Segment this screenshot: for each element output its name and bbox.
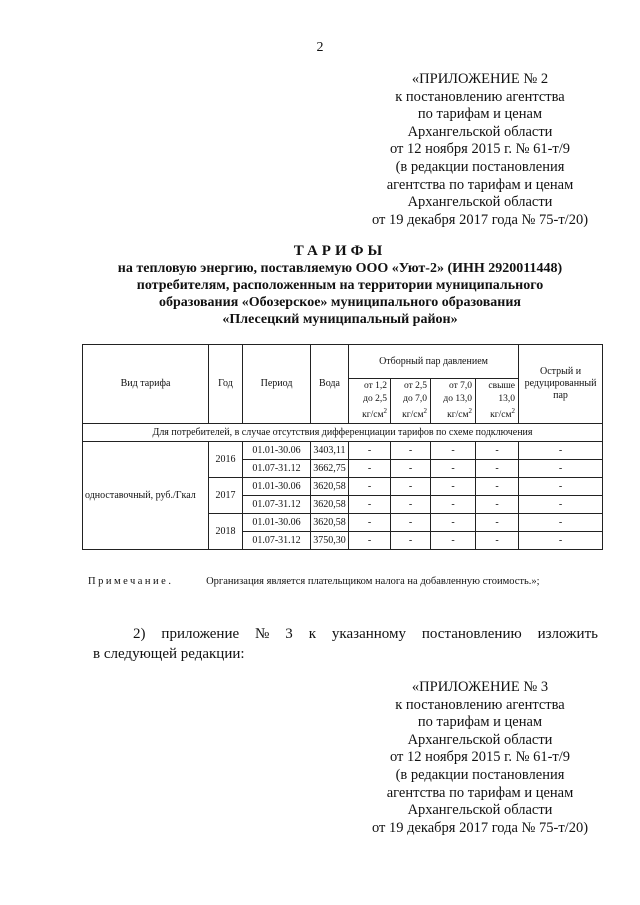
year-cell: 2018 — [209, 514, 243, 550]
paragraph-word: 3 — [285, 626, 293, 642]
water-cell: 3620,58 — [311, 514, 349, 532]
appendix-line: Архангельской области — [407, 194, 553, 211]
appendix-line: Архангельской области — [407, 123, 553, 140]
paragraph-word: постановлению — [421, 626, 522, 642]
amendment-paragraph — [93, 624, 598, 664]
appendix-line: к постановлению агентства — [395, 88, 565, 105]
water-cell: 3403,11 — [311, 442, 349, 460]
dash-cell: - — [391, 514, 431, 532]
dash-cell: - — [349, 478, 391, 496]
dash-cell: - — [476, 496, 519, 514]
dash-cell: - — [391, 496, 431, 514]
appendix-line: от 12 ноября 2015 г. № 61-т/9 — [389, 749, 571, 766]
title-line: потребителям, расположенным на территории муниципального — [136, 278, 544, 293]
table-row — [83, 442, 603, 460]
dash-cell: - — [476, 460, 519, 478]
appendix-line: по тарифам и ценам — [417, 714, 543, 731]
appendix-line: агентства по тарифам и ценам — [386, 176, 574, 193]
water-cell: 3620,58 — [311, 478, 349, 496]
dash-cell: - — [349, 532, 391, 550]
paragraph-word: указанному — [331, 626, 406, 642]
dash-cell: - — [431, 532, 476, 550]
paragraph-word: изложить — [537, 626, 598, 642]
section-label: Для потребителей, в случае отсутствия дифференциации тарифов по схеме подключения — [83, 424, 603, 442]
dash-cell: - — [431, 496, 476, 514]
appendix-line: по тарифам и ценам — [417, 106, 543, 123]
paragraph-word: к — [308, 626, 316, 642]
tariff-name: одноставочный, руб./Гкал — [83, 442, 209, 550]
period-cell: 01.01-30.06 — [243, 442, 311, 460]
dash-cell: - — [519, 532, 603, 550]
appendix-line: «ПРИЛОЖЕНИЕ № 3 — [411, 679, 549, 695]
appendix-line: к постановлению агентства — [395, 696, 565, 713]
paragraph-word: 2) — [133, 626, 146, 642]
year-cell: 2017 — [209, 478, 243, 514]
dash-cell: - — [431, 442, 476, 460]
appendix-2-header — [330, 71, 630, 229]
header-pressure-3: от 7,0 до 13,0 $кг/см^2$ — [431, 379, 476, 424]
header-steam: Отборный пар давлением — [349, 345, 519, 379]
header-tariff-type: Вид тарифа — [83, 345, 209, 424]
title-line: на тепловую энергию, поставляемую ООО «Уют-2» (ИНН 2920011448) — [117, 261, 563, 276]
year-cell: 2016 — [209, 442, 243, 478]
dash-cell: - — [391, 478, 431, 496]
dash-cell: - — [431, 460, 476, 478]
period-cell: 01.07-31.12 — [243, 532, 311, 550]
period-cell: 01.01-30.06 — [243, 514, 311, 532]
header-pressure-1: от 1,2 до 2,5 $кг/см^2$ — [349, 379, 391, 424]
appendix-line: «ПРИЛОЖЕНИЕ № 2 — [411, 71, 549, 87]
dash-cell: - — [391, 532, 431, 550]
appendix-line: Архангельской области — [407, 802, 553, 819]
appendix-line: (в редакции постановления — [395, 766, 565, 783]
dash-cell: - — [476, 478, 519, 496]
period-cell: 01.07-31.12 — [243, 460, 311, 478]
dash-cell: - — [519, 514, 603, 532]
appendix-3-header — [330, 679, 630, 837]
dash-cell: - — [519, 442, 603, 460]
dash-cell: - — [349, 460, 391, 478]
dash-cell: - — [349, 496, 391, 514]
header-pressure-2: от 2,5 до 7,0 $кг/см^2$ — [391, 379, 431, 424]
dash-cell: - — [391, 460, 431, 478]
tariffs-table — [82, 344, 603, 550]
appendix-line: от 19 декабря 2017 года № 75-т/20) — [371, 819, 589, 836]
appendix-line: (в редакции постановления — [395, 158, 565, 175]
dash-cell: - — [349, 442, 391, 460]
paragraph-line-2: в следующей редакции: — [93, 646, 245, 662]
tariffs-heading: ТАРИФЫ — [293, 243, 387, 259]
appendix-line: агентства по тарифам и ценам — [386, 784, 574, 801]
header-water: Вода — [311, 345, 349, 424]
water-cell: 3662,75 — [311, 460, 349, 478]
title-line: образования «Обозерское» муниципального образования — [159, 295, 521, 310]
appendix-line: Архангельской области — [407, 731, 553, 748]
note-text: Организация является плательщиком налога на добавленную стоимость.»; — [206, 576, 540, 587]
table-note — [88, 576, 540, 587]
header-sharp-steam: Острый и редуцированный пар — [519, 345, 603, 424]
dash-cell: - — [431, 478, 476, 496]
water-cell: 3620,58 — [311, 496, 349, 514]
dash-cell: - — [519, 496, 603, 514]
dash-cell: - — [519, 460, 603, 478]
header-period: Период — [243, 345, 311, 424]
page-number: 2 — [316, 40, 324, 55]
header-pressure-4: свыше 13,0 $кг/см^2$ — [476, 379, 519, 424]
header-year: Год — [209, 345, 243, 424]
tariffs-title — [60, 243, 620, 328]
appendix-line: от 12 ноября 2015 г. № 61-т/9 — [389, 141, 571, 158]
appendix-line: от 19 декабря 2017 года № 75-т/20) — [371, 211, 589, 228]
paragraph-word: приложение — [161, 626, 240, 642]
period-cell: 01.07-31.12 — [243, 496, 311, 514]
dash-cell: - — [349, 514, 391, 532]
dash-cell: - — [476, 532, 519, 550]
paragraph-word: № — [255, 626, 270, 642]
title-line: «Плесецкий муниципальный район» — [222, 312, 458, 327]
period-cell: 01.01-30.06 — [243, 478, 311, 496]
dash-cell: - — [391, 442, 431, 460]
paragraph-line-1 — [93, 624, 598, 644]
dash-cell: - — [476, 514, 519, 532]
note-label: Примечание. — [88, 576, 174, 587]
dash-cell: - — [476, 442, 519, 460]
water-cell: 3750,30 — [311, 532, 349, 550]
dash-cell: - — [431, 514, 476, 532]
dash-cell: - — [519, 478, 603, 496]
